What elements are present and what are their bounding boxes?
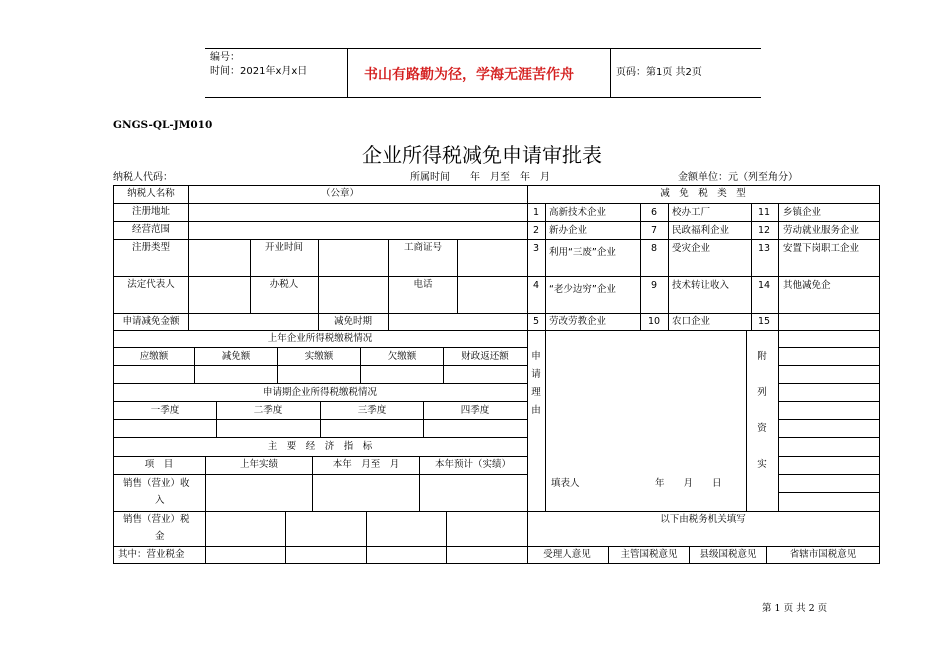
type-label: 劳改劳教企业 xyxy=(549,316,607,327)
footer-page-number: 第 1 页 共 2 页 xyxy=(762,603,828,614)
last-year-col-paid: 实缴额 xyxy=(304,351,334,362)
opinion-competent-bureau: 主管国税意见 xyxy=(620,549,678,560)
type-number: 2 xyxy=(532,225,540,236)
reason-label-char: 理 xyxy=(531,387,541,398)
type-label: 高新技术企业 xyxy=(549,207,607,218)
opinion-county-bureau: 县级国税意见 xyxy=(699,549,757,560)
sales-revenue-label-line2: 入 xyxy=(155,495,165,506)
reduction-period-label: 减免时期 xyxy=(333,316,373,327)
form-title: 企业所得税减免申请审批表 xyxy=(362,143,602,167)
type-number: 12 xyxy=(757,225,771,236)
legal-representative-label: 法定代表人 xyxy=(127,279,175,290)
reason-label-char: 请 xyxy=(531,369,541,380)
attachment-label-char: 列 xyxy=(757,387,767,398)
type-label: 乡镇企业 xyxy=(783,207,822,218)
last-year-tax-title: 上年企业所得税缴税情况 xyxy=(267,333,373,344)
quarter-2-label: 二季度 xyxy=(253,405,283,416)
type-number: 11 xyxy=(757,207,771,218)
type-label: 其他减免企 xyxy=(783,280,831,291)
taxpayer-code-label: 纳税人代码： xyxy=(113,172,173,183)
type-number: 4 xyxy=(532,280,540,291)
econ-col-last-year: 上年实绩 xyxy=(239,459,279,470)
econ-col-this-year: 本年 月至 月 xyxy=(332,459,400,470)
type-number: 14 xyxy=(757,280,771,291)
type-number: 9 xyxy=(650,280,658,291)
filler-label: 填表人 xyxy=(551,478,580,489)
type-number: 10 xyxy=(647,316,661,327)
type-number: 5 xyxy=(532,316,540,327)
fill-date-label: 年 月 日 xyxy=(655,478,722,489)
header-serial-label: 编号： xyxy=(210,52,240,63)
quarter-4-label: 四季度 xyxy=(460,405,490,416)
header-page-number: 页码：第1页 共2页 xyxy=(616,67,702,78)
amount-unit-label: 金额单位：元（列至角分） xyxy=(678,172,798,183)
business-tax-label: 其中：营业税金 xyxy=(118,549,185,560)
sales-tax-label-line1: 销售（营业）税 xyxy=(123,514,190,525)
type-label: 受灾企业 xyxy=(672,243,711,254)
type-label: 校办工厂 xyxy=(672,207,711,218)
business-scope-label: 经营范围 xyxy=(131,224,171,235)
opinion-city-bureau: 省辖市国税意见 xyxy=(789,549,857,560)
economic-indicators-title: 主 要 经 济 指 标 xyxy=(267,441,373,452)
opinion-acceptor: 受理人意见 xyxy=(543,549,591,560)
phone-label: 电话 xyxy=(413,279,433,290)
type-number: 8 xyxy=(650,243,658,254)
type-label: 利用“三废”企业 xyxy=(549,247,616,258)
quarter-1-label: 一季度 xyxy=(150,405,180,416)
apply-amount-label: 申请减免金额 xyxy=(122,316,180,327)
apply-period-tax-title: 申请期企业所得税缴税情况 xyxy=(262,387,378,398)
last-year-col-reduced: 减免额 xyxy=(221,351,251,362)
last-year-col-refund: 财政返还额 xyxy=(461,351,509,362)
type-number: 15 xyxy=(757,316,771,327)
tax-officer-label: 办税人 xyxy=(269,279,299,290)
last-year-col-owed: 欠缴额 xyxy=(387,351,417,362)
econ-col-item: 项 目 xyxy=(144,459,174,470)
type-number: 7 xyxy=(650,225,658,236)
registered-address-label: 注册地址 xyxy=(131,206,171,217)
type-label: 劳动就业服务企业 xyxy=(783,225,860,236)
type-label: 新办企业 xyxy=(549,225,588,236)
type-label: “老少边穷”企业 xyxy=(549,284,616,295)
period-label: 所属时间 年 月至 年 月 xyxy=(410,172,550,183)
registration-type-label: 注册类型 xyxy=(131,242,171,253)
document-code: GNGS-QL-JM010 xyxy=(113,119,213,131)
sales-tax-label-line2: 金 xyxy=(155,531,165,542)
sales-revenue-label-line1: 销售（营业）收 xyxy=(123,478,190,489)
attachment-label-char: 附 xyxy=(757,351,767,362)
quarter-3-label: 三季度 xyxy=(357,405,387,416)
opening-time-label: 开业时间 xyxy=(264,242,304,253)
type-label: 农口企业 xyxy=(672,316,711,327)
type-number: 13 xyxy=(757,243,771,254)
reduction-type-header: 减 免 税 类 型 xyxy=(660,188,746,199)
header-time: 时间：2021年x月x日 xyxy=(210,66,308,77)
attachment-label-char: 实 xyxy=(757,459,767,470)
type-label: 技术转让收入 xyxy=(672,280,730,291)
business-license-label: 工商证号 xyxy=(403,242,443,253)
taxpayer-name-label: 纳税人名称 xyxy=(127,188,175,199)
type-label: 安置下岗职工企业 xyxy=(783,243,860,254)
header-motto: 书山有路勤为径，学海无涯苦作舟 xyxy=(364,67,574,83)
type-number: 1 xyxy=(532,207,540,218)
tax-office-note: 以下由税务机关填写 xyxy=(660,514,746,525)
type-label: 民政福利企业 xyxy=(672,225,730,236)
reason-label-char: 由 xyxy=(531,405,541,416)
last-year-col-payable: 应缴额 xyxy=(139,351,169,362)
econ-col-forecast: 本年预计（实绩） xyxy=(434,459,512,470)
attachment-label-char: 资 xyxy=(757,423,767,434)
reason-label-char: 申 xyxy=(531,351,541,362)
type-number: 3 xyxy=(532,243,540,254)
official-seal-label: （公章） xyxy=(320,188,360,199)
type-number: 6 xyxy=(650,207,658,218)
